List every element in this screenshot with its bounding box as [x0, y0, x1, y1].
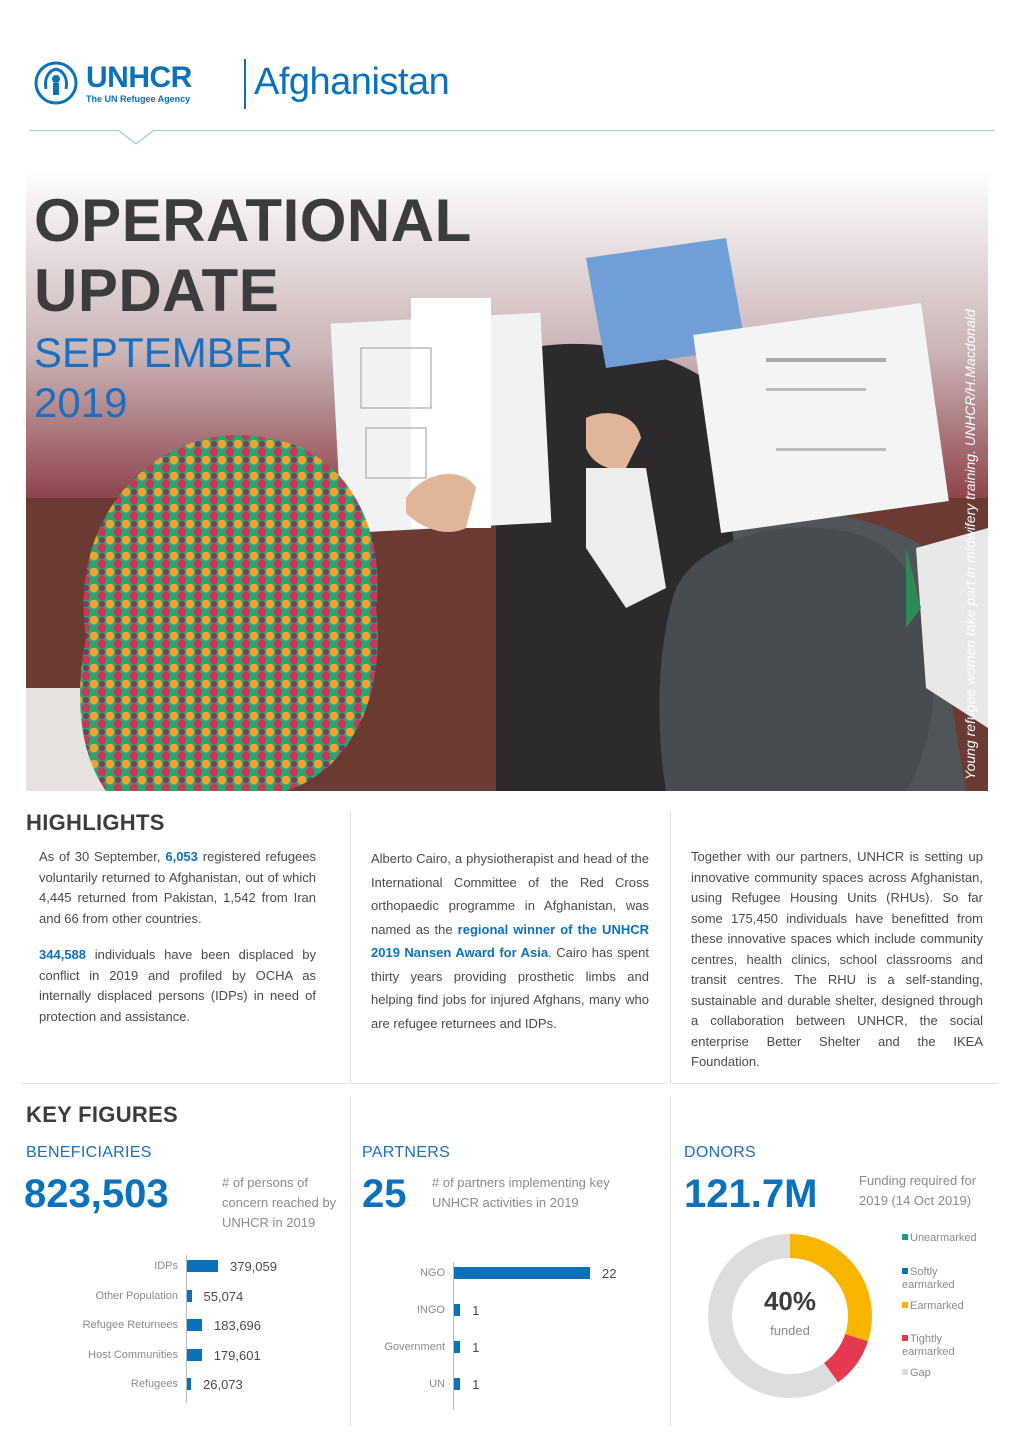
column-divider [350, 1096, 351, 1426]
column-divider [350, 812, 351, 1084]
bar [454, 1378, 460, 1390]
column-divider [670, 812, 671, 1084]
returns-count: 6,053 [165, 849, 198, 864]
country-name: Afghanistan [254, 61, 450, 103]
report-date [34, 328, 293, 428]
page-title [34, 186, 472, 326]
column-divider [670, 1096, 671, 1426]
text-span: . Cairo has spent thirty years providing prosthetic limbs and helping find jobs for injured Afghans, many who are refugee returnees and IDPs. [371, 945, 649, 1031]
section-divider [22, 1083, 348, 1084]
beneficiaries-desc: # of persons of concern reached by UNHCR in 2019 [222, 1175, 337, 1230]
legend-swatch [902, 1369, 908, 1375]
partners-desc: # of partners implementing key UNHCR activities in 2019 [432, 1175, 610, 1210]
partners-value: 25 [362, 1172, 407, 1216]
legend-item [902, 1232, 992, 1245]
bar-value-label: 1 [472, 1303, 480, 1318]
legend-label: Gap [910, 1367, 931, 1379]
highlight-returns [39, 847, 316, 929]
header-notch [118, 130, 154, 146]
bar [187, 1319, 202, 1331]
text-span: individuals have been displaced by conflict in 2019 and profiled by OCHA as internally displaced persons (IDPs) in need of protection and assistance. [39, 947, 316, 1024]
donors-label: DONORS [684, 1144, 757, 1161]
highlights-heading: HIGHLIGHTS [26, 810, 165, 835]
donors-desc: Funding required for 2019 (14 Oct 2019) [859, 1173, 977, 1208]
photo-credit: Young refugee women take part in midwifery training. UNHCR/H.Macdonald [962, 309, 978, 780]
legend-label: Earmarked [910, 1300, 964, 1312]
text-span: Alberto Cairo, a physiotherapist and head of the International Committee of the Red Cross orthopaedic programme in Afghanistan, was named as the [371, 851, 649, 937]
text-span: registered refugees voluntarily returned to Afghanistan, out of which 4,445 returned from Pakistan, 1,542 from Iran and 66 from other countries. [39, 849, 317, 926]
bar-category-label: Host Communities [88, 1348, 178, 1361]
partners-label: PARTNERS [362, 1144, 451, 1161]
highlight-displaced [39, 945, 316, 1027]
funded-label: funded [770, 1323, 810, 1338]
highlights-column-2 [371, 847, 649, 1051]
legend-item [902, 1333, 972, 1359]
unhcr-emblem-icon [30, 61, 82, 105]
bar [187, 1290, 192, 1302]
bar-value-label: 22 [602, 1266, 617, 1281]
legend-label: Tightly earmarked [902, 1333, 955, 1358]
beneficiaries-value: 823,503 [24, 1172, 169, 1216]
donors-value: 121.7M [684, 1172, 818, 1216]
bar [187, 1378, 191, 1390]
bar-category-label: Other Population [95, 1289, 178, 1302]
bar-category-label: INGO [416, 1304, 445, 1316]
legend-swatch [902, 1234, 908, 1240]
bar-value-label: 1 [472, 1377, 480, 1392]
bar-category-label: Refugee Returnees [82, 1319, 178, 1331]
bar-value-label: 55,074 [203, 1288, 244, 1304]
funded-percentage: 40% [763, 1286, 817, 1316]
bar [454, 1267, 590, 1279]
bar-value-label: 26,073 [203, 1377, 243, 1392]
bar [454, 1341, 460, 1353]
bar-category-label: Government [384, 1341, 445, 1353]
bar-value-label: 379,059 [230, 1259, 277, 1274]
report-year: 2019 [34, 379, 128, 426]
bar-category-label: IDPs [154, 1260, 178, 1272]
bar-category-label: NGO [419, 1267, 445, 1279]
highlights-column-3 [691, 847, 983, 1089]
title-line-1: OPERATIONAL [34, 187, 472, 254]
text-span: As of 30 September, [39, 849, 166, 864]
legend-label: Unearmarked [910, 1232, 977, 1244]
header-rule [30, 130, 994, 131]
legend-item [902, 1266, 972, 1292]
displaced-count: 344,588 [39, 947, 86, 962]
highlight-nansen-award [371, 847, 649, 1035]
report-month: SEPTEMBER [34, 329, 294, 376]
legend-swatch [902, 1268, 908, 1274]
title-line-2: UPDATE [34, 257, 280, 324]
legend-label: Softly earmarked [902, 1266, 955, 1291]
bar-category-label: Refugees [130, 1378, 178, 1390]
legend-item [902, 1367, 992, 1380]
bar-value-label: 179,601 [213, 1347, 261, 1363]
highlight-rhu: Together with our partners, UNHCR is setting up innovative community spaces across Afghanistan, using Refugee Housing Units (RHUs). So far some 175,450 individuals have benefitted from these innovative spaces which include community centres, health clinics, school classrooms and transit centres. The RHU is a self-standing, sustainable and durable shelter, designed through a collaboration between UNHCR, the social enterprise Better Shelter and the IKEA Foundation. [691, 849, 983, 1069]
document-header [30, 55, 994, 115]
bar [187, 1349, 202, 1361]
bar-value-label: 183,696 [214, 1318, 262, 1333]
beneficiaries-label: BENEFICIARIES [26, 1144, 152, 1161]
legend-swatch [902, 1335, 908, 1341]
bar-value-label: 1 [472, 1340, 480, 1355]
section-divider [352, 1083, 666, 1084]
cover-photo [26, 168, 988, 791]
brand-block [86, 63, 192, 104]
org-name: UNHCR [86, 61, 192, 94]
highlights-column-1 [39, 847, 316, 1043]
bar [454, 1304, 460, 1316]
bar [187, 1260, 218, 1272]
brand-divider [244, 59, 246, 109]
legend-item [902, 1300, 992, 1313]
org-subtitle: The UN Refugee Agency [86, 94, 191, 104]
key-figures-heading: KEY FIGURES [26, 1102, 179, 1127]
nansen-award-link[interactable]: regional winner of the UNHCR 2019 Nansen Award for Asia [371, 921, 649, 960]
bar-category-label: UN [429, 1378, 445, 1390]
section-divider [672, 1083, 998, 1084]
legend-swatch [902, 1302, 908, 1308]
